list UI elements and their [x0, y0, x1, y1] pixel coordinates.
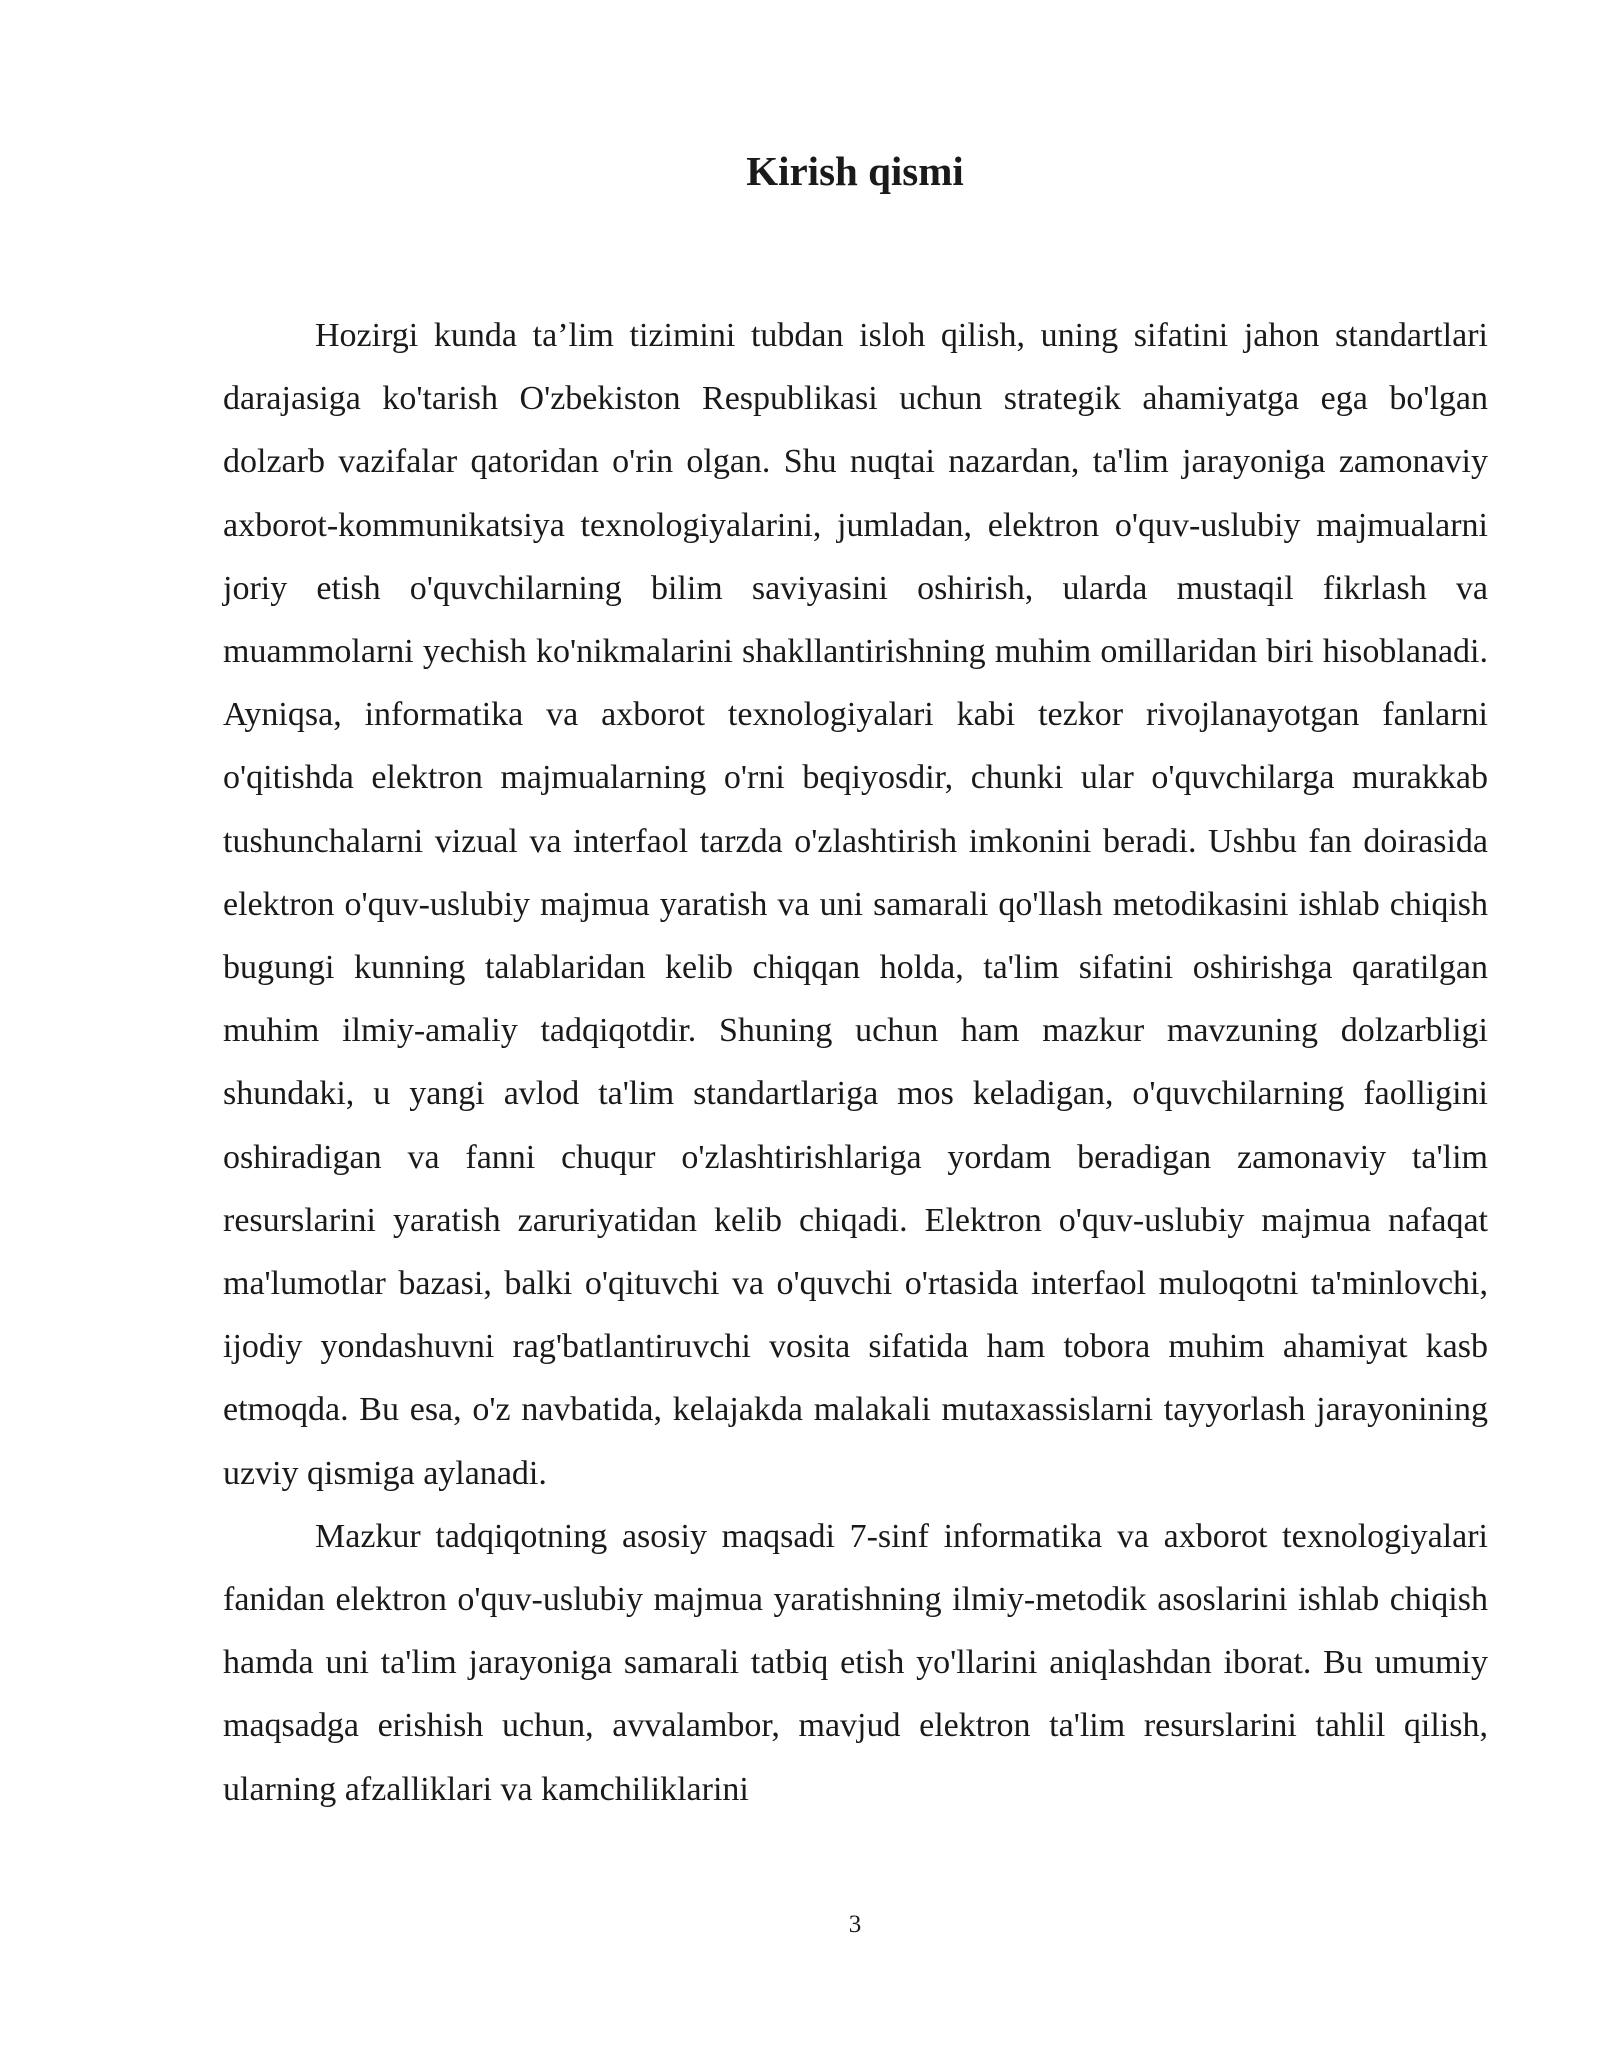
body-text — [223, 304, 1488, 1821]
paragraph-introduction-relevance: Hozirgi kunda ta’lim tizimini tubdan isloh qilish, uning sifatini jahon standartlari darajasiga ko'tarish O'zbekiston Respublikasi uchun strategik ahamiyatga ega bo'lgan dolzarb vazifalar qatoridan o'rin olgan. Shu nuqtai nazardan, ta'lim jarayoniga zamonaviy axborot-kommunikatsiya texnologiyalarini, jumladan, elektron o'quv-uslubiy majmualarni joriy etish o'quvchilarning bilim saviyasini oshirish, ularda mustaqil fikrlash va muammolarni yechish ko'nikmalarini shakllantirishning muhim omillaridan biri hisoblanadi. Ayniqsa, informatika va axborot texnologiyalari kabi tezkor rivojlanayotgan fanlarni o'qitishda elektron majmualarning o'rni beqiyosdir, chunki ular o'quvchilarga murakkab tushunchalarni vizual va interfaol tarzda o'zlashtirish imkonini beradi. Ushbu fan doirasida elektron o'quv-uslubiy majmua yaratish va uni samarali qo'llash metodikasini ishlab chiqish bugungi kunning talablaridan kelib chiqqan holda, ta'lim sifatini oshirishga qaratilgan muhim ilmiy-amaliy tadqiqotdir. Shuning uchun ham mazkur mavzuning dolzarbligi shundaki, u yangi avlod ta'lim standartlariga mos keladigan, o'quvchilarning faolligini oshiradigan va fanni chuqur o'zlashtirishlariga yordam beradigan zamonaviy ta'lim resurslarini yaratish zaruriyatidan kelib chiqadi. Elektron o'quv-uslubiy majmua nafaqat ma'lumotlar bazasi, balki o'qituvchi va o'quvchi o'rtasida interfaol muloqotni ta'minlovchi, ijodiy yondashuvni rag'batlantiruvchi vosita sifatida ham tobora muhim ahamiyat kasb etmoqda. Bu esa, o'z navbatida, kelajakda malakali mutaxassislarni tayyorlash jarayonining uzviy qismiga aylanadi. — [223, 317, 1488, 1492]
paragraph-research-goal: Mazkur tadqiqotning asosiy maqsadi 7-sinf informatika va axborot texnologiyalari fanidan elektron o'quv-uslubiy majmua yaratishning ilmiy-metodik asoslarini ishlab chiqish hamda uni ta'lim jarayoniga samarali tatbiq etish yo'llarini aniqlashdan iborat. Bu umumiy maqsadga erishish uchun, avvalambor, mavjud elektron ta'lim resurslarini tahlil qilish, ularning afzalliklari va kamchiliklarini — [223, 1517, 1488, 1808]
page-number: 3 — [848, 1911, 862, 1938]
page-title: Kirish qismi — [746, 148, 964, 194]
